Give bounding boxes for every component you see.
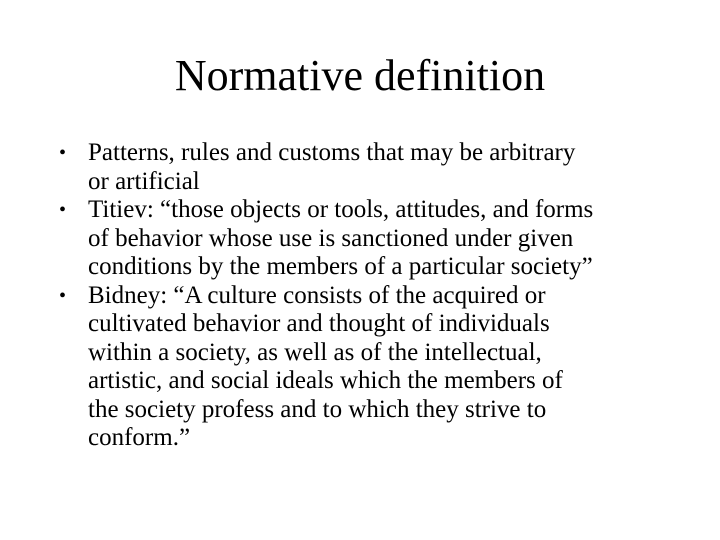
bullet-icon: • [59,142,67,164]
bullet-text-line: the society profess and to which they strive to [88,395,547,423]
bullet-icon: • [59,284,67,307]
bullet-text-line: conditions by the members of a particular society” [88,253,593,280]
bullet-text-line: Bidney: “A culture consists of the acquired or [88,281,546,309]
slide-title: Normative definition [174,51,546,100]
bullet-item-titiev [56,196,676,282]
bullet-icon: • [59,199,67,221]
bullet-text-line: cultivated behavior and thought of individuals [88,310,550,337]
bullet-text-line: artistic, and social ideals which the members of [88,367,563,394]
bullet-item-bidney [56,282,676,453]
bullet-text-line: conform.” [88,424,191,451]
bullet-list [56,139,676,453]
bullet-item-patterns [56,139,676,196]
bullet-text-line: of behavior whose use is sanctioned under given [88,224,574,252]
bullet-text-line: Patterns, rules and customs that may be arbitrary [88,139,576,166]
bullet-text-line: Titiev: “those objects or tools, attitudes, and forms [88,196,594,223]
bullet-text-line: or artificial [88,167,200,195]
bullet-text-line: within a society, as well as of the intellectual, [88,338,542,366]
